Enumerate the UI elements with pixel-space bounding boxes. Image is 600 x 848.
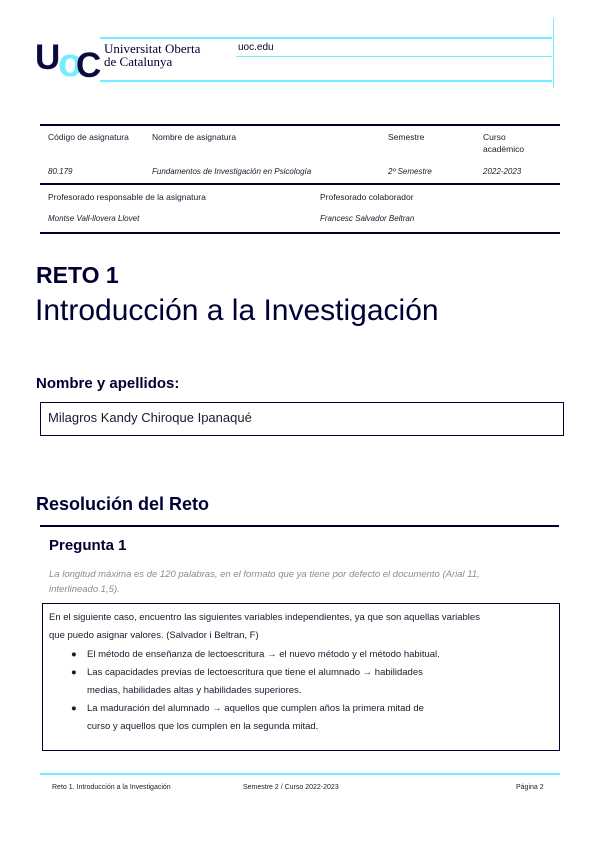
bullet-icon: ● xyxy=(71,649,77,660)
answer-intro-line2: que puedo asignar valores. (Salvador i Beltran, F) xyxy=(49,630,259,641)
question-note xyxy=(49,567,559,597)
question-title: Pregunta 1 xyxy=(49,537,127,554)
name-value: Fundamentos de Investigación en Psicología xyxy=(152,167,312,176)
answer-intro-line1: En el siguiente caso, encuentro las siguientes variables independientes, ya que son aquellas variables xyxy=(49,612,480,623)
year-header-line1: Curso xyxy=(483,132,506,142)
uoc-logo xyxy=(35,38,101,85)
footer-left: Reto 1. Introducción a la Investigación xyxy=(52,784,171,791)
bullet-2-line1: Las capacidades previas de lectoescritura que tiene el alumnado → habilidades xyxy=(87,667,423,678)
logo-letter-u: U xyxy=(35,38,60,77)
university-name-line2: de Catalunya xyxy=(104,54,173,69)
collaborator-header: Profesorado colaborador xyxy=(320,192,414,202)
footer-line xyxy=(40,773,560,775)
question-note-line1: La longitud máxima es de 120 palabras, en el formato que ya tiene por defecto el documento (Arial 11, xyxy=(49,569,480,580)
student-name-field[interactable]: Milagros Kandy Chiroque Ipanaqué xyxy=(40,402,564,436)
website-link[interactable]: uoc.edu xyxy=(238,42,274,53)
university-name-line1: Universitat Oberta xyxy=(104,41,201,56)
responsible-value: Montse Vall-llovera Llovet xyxy=(48,214,140,223)
semester-value: 2º Semestre xyxy=(388,167,432,176)
footer-center: Semestre 2 / Curso 2022-2023 xyxy=(243,784,339,791)
footer-page-number: Página 2 xyxy=(516,784,544,791)
resolution-title: Resolución del Reto xyxy=(36,494,210,514)
answer-bullet-list xyxy=(49,646,553,736)
main-title: Introducción a la Investigación xyxy=(35,294,439,327)
info-table-bottom-border xyxy=(40,232,560,234)
header-top-line xyxy=(100,37,552,39)
bullet-2-line2: medias, habilidades altas y habilidades superiores. xyxy=(87,685,302,696)
year-value: 2022-2023 xyxy=(483,167,522,176)
bullet-3-line2: curso y aquellos que los cumplen en la segunda mitad. xyxy=(87,721,319,732)
year-header-line2: académico xyxy=(483,144,525,154)
logo-letter-c: C xyxy=(76,46,101,85)
bullet-icon: ● xyxy=(71,667,77,678)
header-vertical-line xyxy=(553,18,554,88)
question-note-line2: interlineado 1,5). xyxy=(49,584,120,595)
header-middle-line xyxy=(236,56,552,57)
semester-header: Semestre xyxy=(388,132,425,142)
info-table-top-border xyxy=(40,124,560,126)
name-header: Nombre de asignatura xyxy=(152,132,237,142)
code-value: 80.179 xyxy=(48,167,73,176)
list-item xyxy=(49,664,553,700)
header-bottom-line xyxy=(100,80,552,82)
answer-box[interactable] xyxy=(42,603,560,751)
bullet-1-line1: El método de enseñanza de lectoescritura → el nuevo método y el método habitual. xyxy=(87,649,440,660)
bullet-icon: ● xyxy=(71,703,77,714)
name-label: Nombre y apellidos: xyxy=(36,375,180,392)
reto-title: RETO 1 xyxy=(36,262,119,288)
logo-letter-o: o xyxy=(58,41,82,85)
list-item xyxy=(49,700,553,736)
university-name xyxy=(104,42,200,68)
code-header: Código de asignatura xyxy=(48,132,129,142)
year-header xyxy=(483,131,524,155)
info-table-row-border xyxy=(40,183,560,185)
responsible-header: Profesorado responsable de la asignatura xyxy=(48,192,206,202)
collaborator-value: Francesc Salvador Beltran xyxy=(320,214,415,223)
list-item xyxy=(49,646,553,664)
bullet-3-line1: La maduración del alumnado → aquellos que cumplen años la primera mitad de xyxy=(87,703,424,714)
resolution-divider xyxy=(40,525,559,527)
